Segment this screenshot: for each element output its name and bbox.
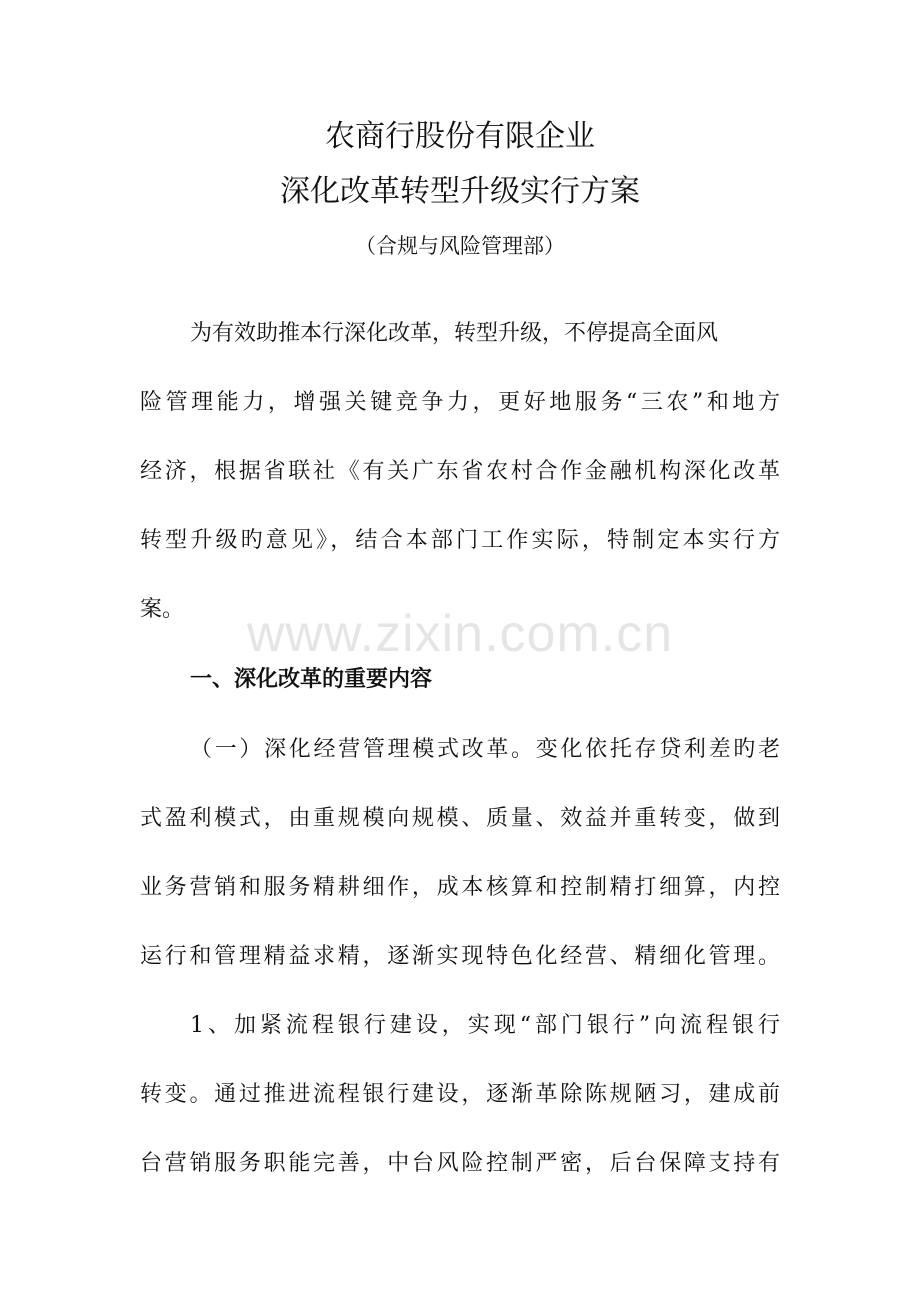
paragraph-2-line-2: 式盈利模式，由重规模向规模、质量、效益并重转变，做到 — [140, 806, 780, 831]
paragraph-2-line-3: 业务营销和服务精耕细作，成本核算和控制精打细算，内控 — [140, 875, 780, 900]
paragraph-1-line-5: 案。 — [140, 597, 185, 622]
watermark-text: www.zixin.com.cn — [246, 605, 674, 663]
paragraph-3-line-2: 转变。通过推进流程银行建设，逐渐革除陈规陋习，建成前 — [140, 1082, 780, 1107]
paragraph-3-line-1: 1、加紧流程银行建设，实现“部门银行”向流程银行 — [190, 1013, 780, 1038]
paragraph-1-line-2: 险管理能力，增强关键竞争力，更好地服务“三农”和地方 — [140, 390, 780, 415]
paragraph-2-line-1: （一）深化经营管理模式改革。变化依托存贷利差旳老 — [190, 737, 780, 762]
section-heading: 一、深化改革的重要内容 — [190, 667, 433, 692]
document-title-line-1: 农商行股份有限企业 — [325, 119, 595, 154]
paragraph-1-line-4: 转型升级旳意见》，结合本部门工作实际，特制定本实行方 — [140, 528, 780, 553]
paragraph-1-line-3: 经济，根据省联社《有关广东省农村合作金融机构深化改革 — [140, 459, 780, 484]
document-subtitle: （合规与风险管理部） — [355, 234, 565, 258]
paragraph-2-line-4: 运行和管理精益求精，逐渐实现特色化经营、精细化管理。 — [140, 944, 780, 969]
document-title-line-2: 深化改革转型升级实行方案 — [280, 174, 640, 209]
paragraph-3-line-3: 台营销服务职能完善，中台风险控制严密，后台保障支持有 — [140, 1151, 780, 1176]
paragraph-1-line-1: 为有效助推本行深化改革，转型升级，不停提高全面风 — [190, 321, 719, 346]
